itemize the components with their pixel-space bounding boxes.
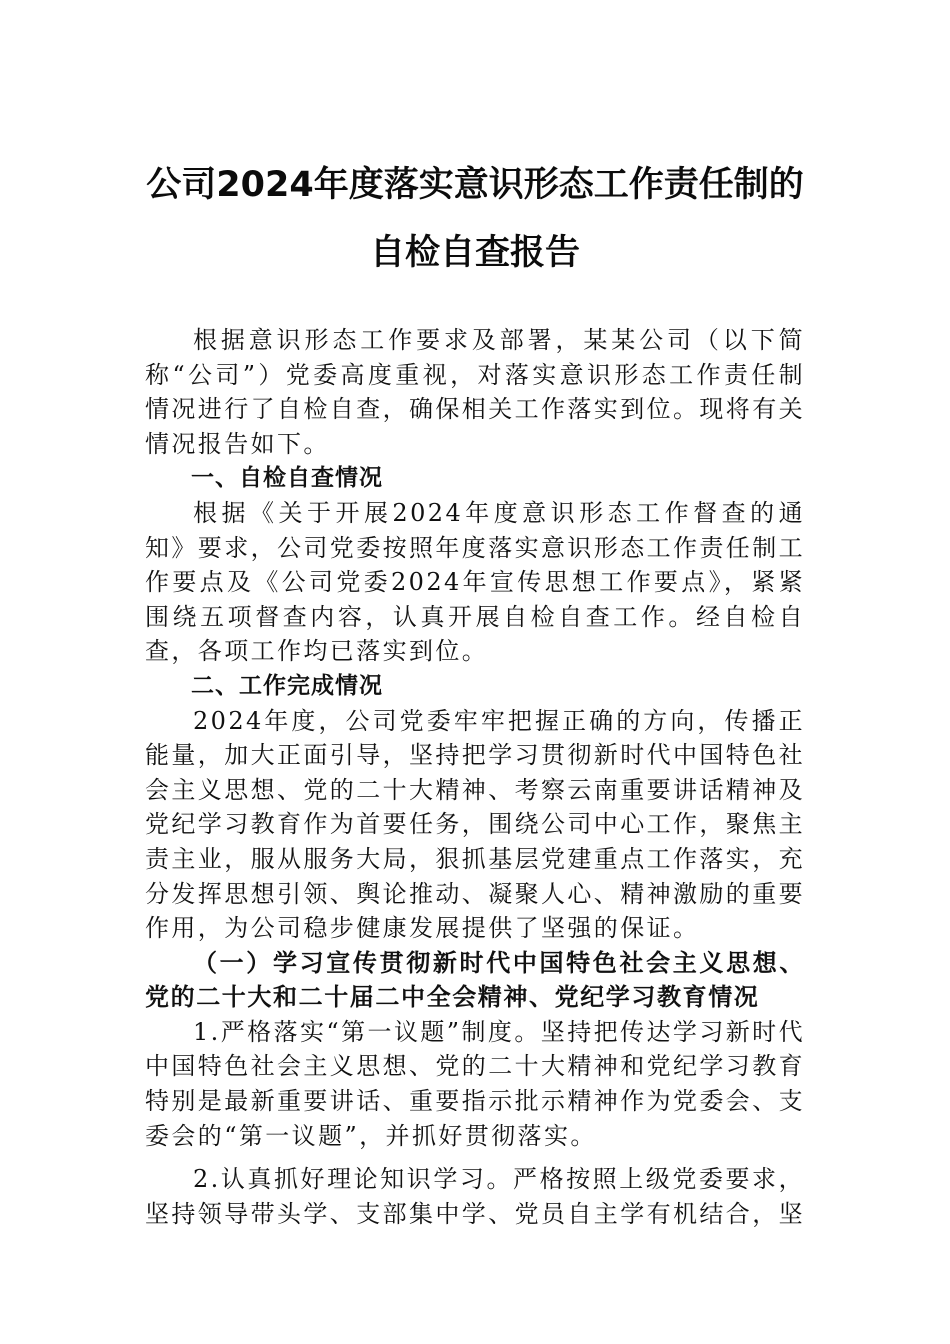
item-1-paragraph: 1.严格落实“第一议题”制度。坚持把传达学习新时代中国特色社会主义思想、党的二十大精神和党纪学习教育特别是最新重要讲话、重要指示批示精神作为党委会、支委会的“第一议题”，并抓好贯彻落实。 [145,1017,805,1150]
section-1-heading: 一、自检自查情况 [191,465,383,492]
item-2-paragraph: 2.认真抓好理论知识学习。严格按照上级党委要求，坚持领导带头学、支部集中学、党员自主学有机结合，坚 [145,1165,805,1228]
section-2-heading: 二、工作完成情况 [191,672,383,699]
document-title-line-2: 自检自查报告 [369,233,580,273]
section-2-paragraph: 2024年度，公司党委牢牢把握正确的方向，传播正能量，加大正面引导，坚持把学习贯彻新时代中国特色社会主义思想、党的二十大精神、考察云南重要讲话精神及党纪学习教育作为首要任务，围绕公司中心工作，聚焦主责主业，服从服务大局，狠抓基层党建重点工作落实，充分发挥思想引领、舆论推动、凝聚人心、精神激励的重要作用，为公司稳步健康发展提供了坚强的保证。 [145,706,805,943]
intro-paragraph: 根据意识形态工作要求及部署，某某公司（以下简称“公司”）党委高度重视，对落实意识形态工作责任制情况进行了自检自查，确保相关工作落实到位。现将有关情况报告如下。 [145,326,805,458]
document-body [145,323,805,1231]
subsection-1-heading: （一）学习宣传贯彻新时代中国特色社会主义思想、党的二十大和二十届二中全会精神、党纪学习教育情况 [145,947,805,1012]
document-title-line-1: 公司2024年度落实意识形态工作责任制的 [146,165,804,205]
section-1-paragraph: 根据《关于开展2024年度意识形态工作督查的通知》要求，公司党委按照年度落实意识形态工作责任制工作要点及《公司党委2024年宣传思想工作要点》，紧紧围绕五项督查内容，认真开展自检自查工作。经自检自查，各项工作均已落实到位。 [145,498,805,666]
